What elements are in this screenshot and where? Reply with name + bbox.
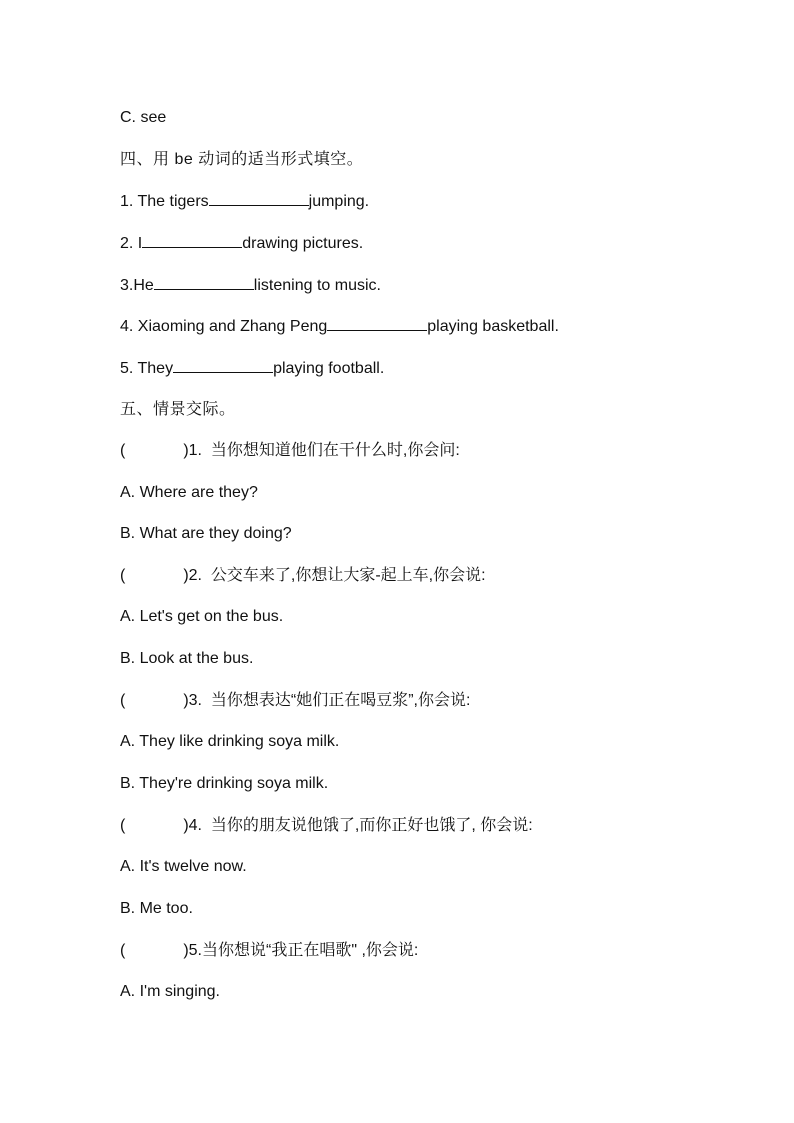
item-text-after: playing basketball. xyxy=(427,318,559,335)
fill-blank-item-4 xyxy=(120,316,559,337)
section4-heading: 四、用 be 动词的适当形式填空。 xyxy=(120,151,364,168)
item-text-before: 5. They xyxy=(120,360,174,377)
section5-heading: 五、情景交际。 xyxy=(120,401,236,418)
question-1 xyxy=(120,441,460,461)
option-a: A. I'm singing. xyxy=(120,983,220,1000)
item-text-before: 4. Xiaoming and Zhang Peng xyxy=(120,318,328,335)
answer-blank[interactable] xyxy=(327,316,427,331)
option-a: A. It's twelve now. xyxy=(120,858,247,875)
item-text-after: drawing pictures. xyxy=(242,235,364,252)
question-number: )3. xyxy=(183,692,202,709)
option-c-see: C. see xyxy=(120,109,167,126)
answer-blank[interactable] xyxy=(209,191,309,206)
question-4 xyxy=(120,816,533,836)
question-prompt: 当你想表达“她们正在喝豆浆”,你会说: xyxy=(210,692,471,709)
open-paren: ( xyxy=(120,442,126,459)
question-2 xyxy=(120,566,486,586)
item-text-before: 2. I xyxy=(120,235,143,252)
option-a: A. Where are they? xyxy=(120,484,258,501)
answer-blank[interactable] xyxy=(173,358,273,373)
question-number: )4. xyxy=(183,817,202,834)
question-number: )2. xyxy=(183,567,202,584)
open-paren: ( xyxy=(120,942,126,959)
open-paren: ( xyxy=(120,817,126,834)
fill-blank-item-2 xyxy=(120,233,363,254)
option-b: B. They're drinking soya milk. xyxy=(120,775,329,792)
question-number: )5. xyxy=(183,942,202,959)
item-text-before: 3.He xyxy=(120,277,154,294)
answer-blank[interactable] xyxy=(142,233,242,248)
question-prompt: 当你想说“我正在唱歌" ,你会说: xyxy=(202,942,419,959)
fill-blank-item-5 xyxy=(120,358,384,379)
option-b: B. Me too. xyxy=(120,900,193,917)
question-prompt: 公交车来了,你想让大家-起上车,你会说: xyxy=(210,567,486,584)
question-number: )1. xyxy=(183,442,202,459)
item-text-after: playing football. xyxy=(273,360,385,377)
answer-blank[interactable] xyxy=(154,275,254,290)
item-text-before: 1. The tigers xyxy=(120,193,209,210)
option-b: B. What are they doing? xyxy=(120,525,292,542)
option-a: A. They like drinking soya milk. xyxy=(120,733,340,750)
open-paren: ( xyxy=(120,692,126,709)
fill-blank-item-1 xyxy=(120,191,369,212)
fill-blank-item-3 xyxy=(120,275,381,296)
question-prompt: 当你的朋友说他饿了,而你正好也饿了, 你会说: xyxy=(210,817,533,834)
item-text-after: listening to music. xyxy=(253,277,381,294)
question-prompt: 当你想知道他们在干什么时,你会问: xyxy=(210,442,460,459)
option-a: A. Let's get on the bus. xyxy=(120,608,284,625)
open-paren: ( xyxy=(120,567,126,584)
option-b: B. Look at the bus. xyxy=(120,650,254,667)
question-3 xyxy=(120,691,470,711)
item-text-after: jumping. xyxy=(308,193,370,210)
question-5 xyxy=(120,941,418,961)
